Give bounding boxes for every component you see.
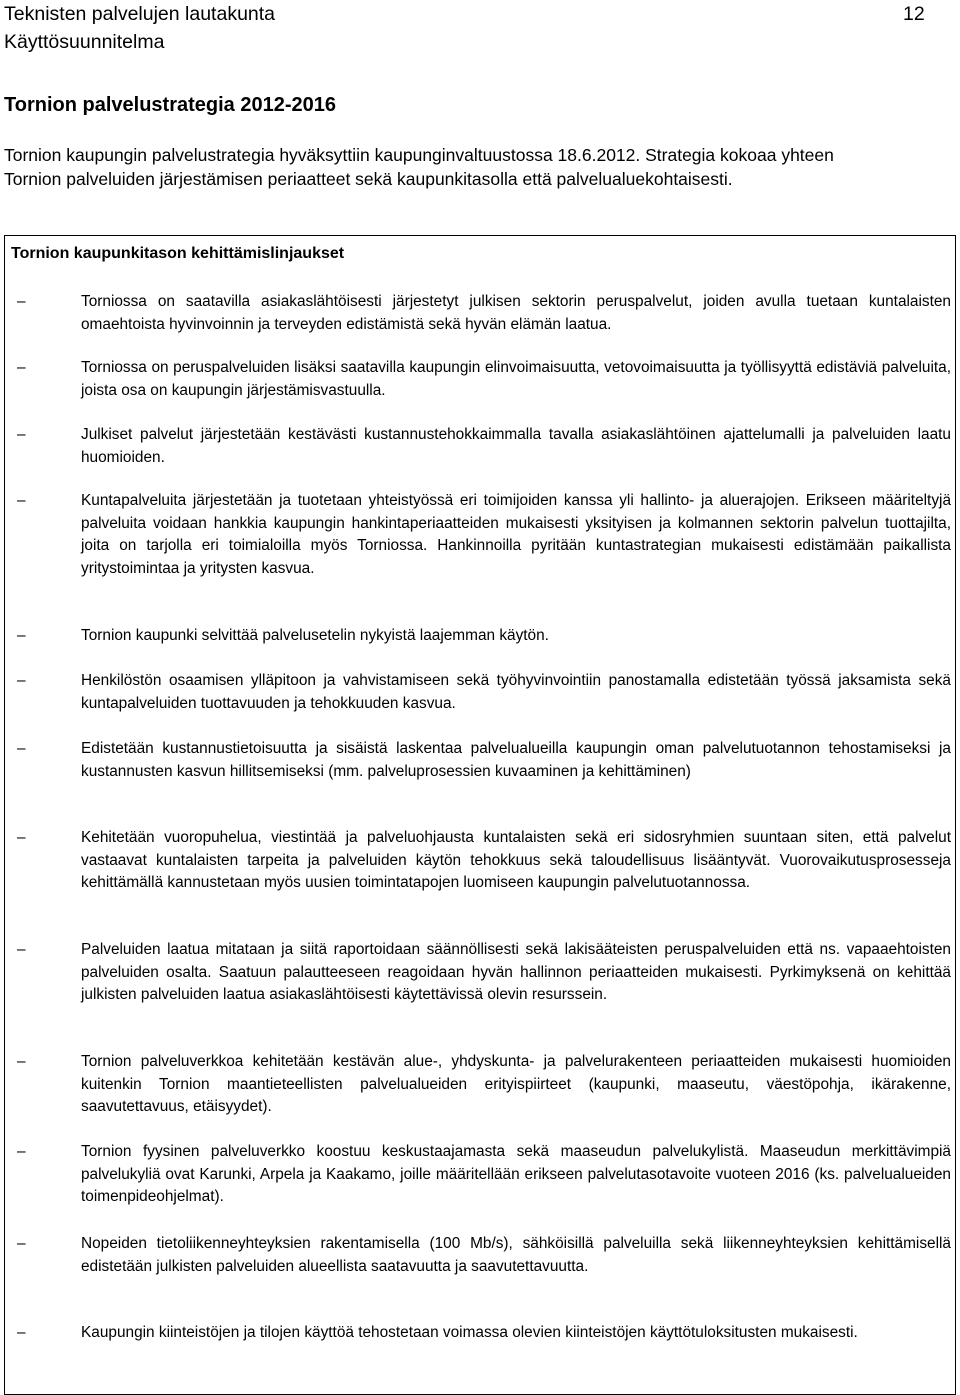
list-item-text: Kehitetään vuoropuhelua, viestintää ja palveluohjausta kuntalaisten sekä eri sidosryhmien suuntaan siten, että palvelut vastaavat kuntalaisten tarpeita ja palveluiden käytön tehokkuus sekä taloudellisuus lisääntyvät. Vuorovaikutusprosesseja kehittämällä kannustetaan myös uusien toimintatapojen luomiseen kaupungin palvelutuotannossa. xyxy=(81,829,951,891)
list-item-text: Palveluiden laatua mitataan ja siitä raportoidaan säännöllisesti sekä lakisääteisten peruspalveluiden että ns. vapaaehtoisten palveluiden osalta. Saatuun palautteeseen reagoidaan hyvän hallinnon periaatteiden mukaisesti. Pyrkimyksenä on kehittää julkisten palveluiden laatua asiakaslähtöisesti käytettävissä olevin resurssein. xyxy=(81,941,951,1003)
bullet-dash: – xyxy=(17,740,26,757)
list-item-text: Kuntapalveluita järjestetään ja tuotetaan yhteistyössä eri toimijoiden kanssa yli hallinto- ja aluerajojen. Erikseen määriteltyjä palveluita voidaan hankkia kaupungin hankintaperiaatteiden mukaisesti yksityisen ja kolmannen sektorin palvelun tuottajilta, joita on tarjolla eri toimialoilla myös Torniossa. Hankinnoilla pyritään kuntastrategian mukaisesti edistämään paikallista yritystoimintaa ja yritysten kasvua. xyxy=(81,492,951,577)
list-item-text: Tornion kaupunki selvittää palvelusetelin nykyistä laajemman käytön. xyxy=(81,627,549,644)
guidelines-box xyxy=(4,235,956,1395)
bullet-dash: – xyxy=(17,1053,26,1070)
page-title: Tornion palvelustrategia 2012-2016 xyxy=(4,94,336,116)
header-committee: Teknisten palvelujen lautakunta xyxy=(4,3,276,25)
list-item-text: Torniossa on peruspalveluiden lisäksi saatavilla kaupungin elinvoimaisuutta, vetovoimaisuutta ja työllisyyttä edistäviä palveluita, joista osa on kaupungin järjestämisvastuulla. xyxy=(81,359,951,399)
intro-paragraph: Tornion kaupungin palvelustrategia hyväksyttiin kaupunginvaltuustossa 18.6.2012. Strategia kokoaa yhteen Tornion palveluiden järjestämisen periaatteet sekä kaupunkitasolla että palvelualuekohtaisesti. xyxy=(4,145,834,189)
bullet-dash: – xyxy=(17,829,26,846)
bullet-dash: – xyxy=(17,1143,26,1160)
list-item-text: Kaupungin kiinteistöjen ja tilojen käyttöä tehostetaan voimassa olevien kiinteistöjen käyttötuloksitusten mukaisesti. xyxy=(81,1324,858,1341)
list-item-text: Tornion fyysinen palveluverkko koostuu keskustaajamasta sekä maaseudun palvelukylistä. Maaseudun merkittävimpiä palvelukyliä ovat Karunki, Arpela ja Kaakamo, joille määritellään erikseen palvelutasotavoite vuoteen 2016 (ks. palvelualueiden toimenpideohjelmat). xyxy=(81,1143,951,1205)
list-item-text: Edistetään kustannustietoisuutta ja sisäistä laskentaa palvelualueilla kaupungin oman palvelutuotannon tehostamiseksi ja kustannusten kasvun hillitsemiseksi (mm. palveluprosessien kuvaaminen ja kehittäminen) xyxy=(81,740,951,780)
box-title: Tornion kaupunkitason kehittämislinjaukset xyxy=(11,245,345,262)
list-item-text: Julkiset palvelut järjestetään kestävästi kustannustehokkaimmalla tavalla asiakaslähtöinen ajattelumalli ja palveluiden laatu huomioiden. xyxy=(81,426,951,466)
page-number: 12 xyxy=(903,3,925,25)
bullet-dash: – xyxy=(17,293,26,310)
bullet-dash: – xyxy=(17,672,26,689)
bullet-dash: – xyxy=(17,359,26,376)
list-item-text: Tornion palveluverkkoa kehitetään kestävän alue-, yhdyskunta- ja palvelurakenteen periaatteiden mukaisesti huomioiden kuitenkin Tornion maantieteellisten palvelualueiden erityispiirteet (kaupunki, maaseutu, väestöpohja, ikärakenne, saavutettavuus, etäisyydet). xyxy=(81,1053,951,1115)
list-item-text: Nopeiden tietoliikenneyhteyksien rakentamisella (100 Mb/s), sähköisillä palveluilla sekä liikenneyhteyksien kehittämisellä edistetään julkisten palveluiden alueellista saatavuutta ja saavutettavuutta. xyxy=(81,1235,951,1275)
header-document-type: Käyttösuunnitelma xyxy=(4,31,165,53)
bullet-dash: – xyxy=(17,426,26,443)
bullet-dash: – xyxy=(17,1324,26,1341)
bullet-dash: – xyxy=(17,627,26,644)
document-header xyxy=(4,0,275,56)
bullet-dash: – xyxy=(17,1235,26,1252)
list-item-text: Henkilöstön osaamisen ylläpitoon ja vahvistamiseen sekä työhyvinvointiin panostamalla edistetään työssä jaksamista sekä kuntapalveluiden tuottavuuden ja tehokkuuden kasvua. xyxy=(81,672,951,712)
list-item-text: Torniossa on saatavilla asiakaslähtöisesti järjestetyt julkisen sektorin peruspalvelut, joiden avulla tuetaan kuntalaisten omaehtoista hyvinvoinnin ja terveyden edistämistä sekä hyvän elämän laatua. xyxy=(81,293,951,333)
bullet-dash: – xyxy=(17,941,26,958)
bullet-dash: – xyxy=(17,492,26,509)
